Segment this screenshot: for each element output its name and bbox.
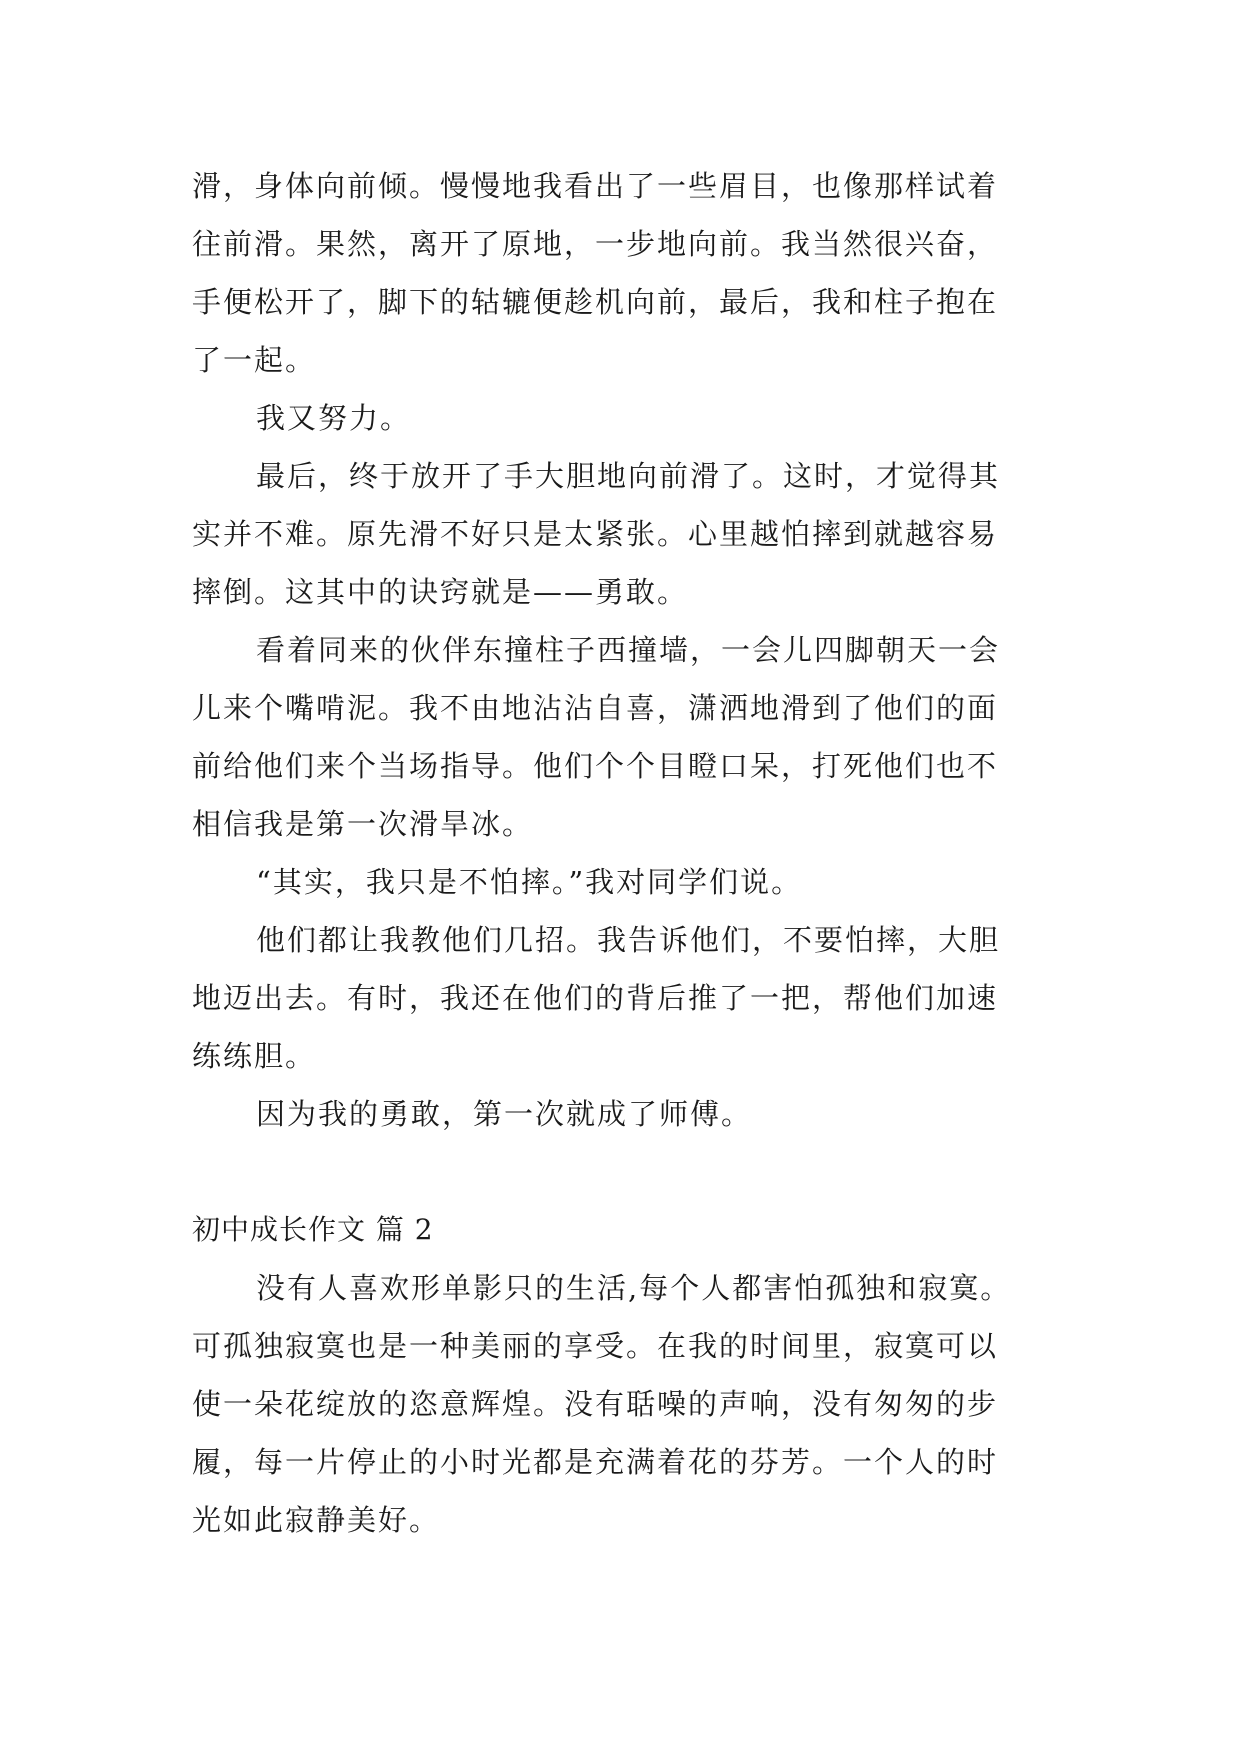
paragraph — [192, 389, 1057, 447]
text-line: 练练胆。 — [192, 1039, 317, 1073]
section-title: 初中成长作文 篇 2 — [192, 1213, 434, 1246]
section-gap — [192, 1143, 1057, 1201]
text-line: 履，每一片停止的小时光都是充满着花的芬芳。一个人的时 — [192, 1445, 999, 1479]
text-line: 手便松开了，脚下的轱辘便趁机向前，最后，我和柱子抱在 — [192, 285, 999, 319]
paragraph — [192, 853, 1057, 911]
text-line: 往前滑。果然，离开了原地，一步地向前。我当然很兴奋， — [192, 227, 999, 261]
text-line: 看着同来的伙伴东撞柱子西撞墙，一会儿四脚朝天一会 — [256, 633, 1001, 667]
text-line: 了一起。 — [192, 343, 317, 377]
text-line: 他们都让我教他们几招。我告诉他们，不要怕摔，大胆 — [256, 923, 1001, 957]
text-line: 滑，身体向前倾。慢慢地我看出了一些眉目，也像那样试着 — [192, 169, 999, 203]
paragraph — [192, 1259, 1057, 1549]
text-line: 使一朵花绽放的恣意辉煌。没有聒噪的声响，没有匆匆的步 — [192, 1387, 999, 1421]
text-line: 摔倒。这其中的诀窍就是——勇敢。 — [192, 575, 689, 609]
text-line: 实并不难。原先滑不好只是太紧张。心里越怕摔到就越容易 — [192, 517, 999, 551]
document-page — [192, 157, 1057, 1549]
paragraph — [192, 1085, 1057, 1143]
paragraph — [192, 621, 1057, 853]
text-line: 我又努力。 — [256, 401, 412, 435]
paragraph-continued — [192, 157, 1057, 389]
text-line: 儿来个嘴啃泥。我不由地沾沾自喜，潇洒地滑到了他们的面 — [192, 691, 999, 725]
text-line: 相信我是第一次滑旱冰。 — [192, 807, 534, 841]
text-line: 地迈出去。有时，我还在他们的背后推了一把，帮他们加速 — [192, 981, 999, 1015]
text-line: 因为我的勇敢，第一次就成了师傅。 — [256, 1097, 753, 1131]
paragraph — [192, 911, 1057, 1085]
text-line: 可孤独寂寞也是一种美丽的享受。在我的时间里，寂寞可以 — [192, 1329, 999, 1363]
text-line: 前给他们来个当场指导。他们个个目瞪口呆，打死他们也不 — [192, 749, 999, 783]
text-line: “其实，我只是不怕摔。”我对同学们说。 — [256, 865, 803, 899]
paragraph — [192, 447, 1057, 621]
text-line: 没有人喜欢形单影只的生活,每个人都害怕孤独和寂寞。 — [256, 1271, 1012, 1305]
text-line: 光如此寂静美好。 — [192, 1503, 441, 1537]
text-line: 最后，终于放开了手大胆地向前滑了。这时，才觉得其 — [256, 459, 1001, 493]
